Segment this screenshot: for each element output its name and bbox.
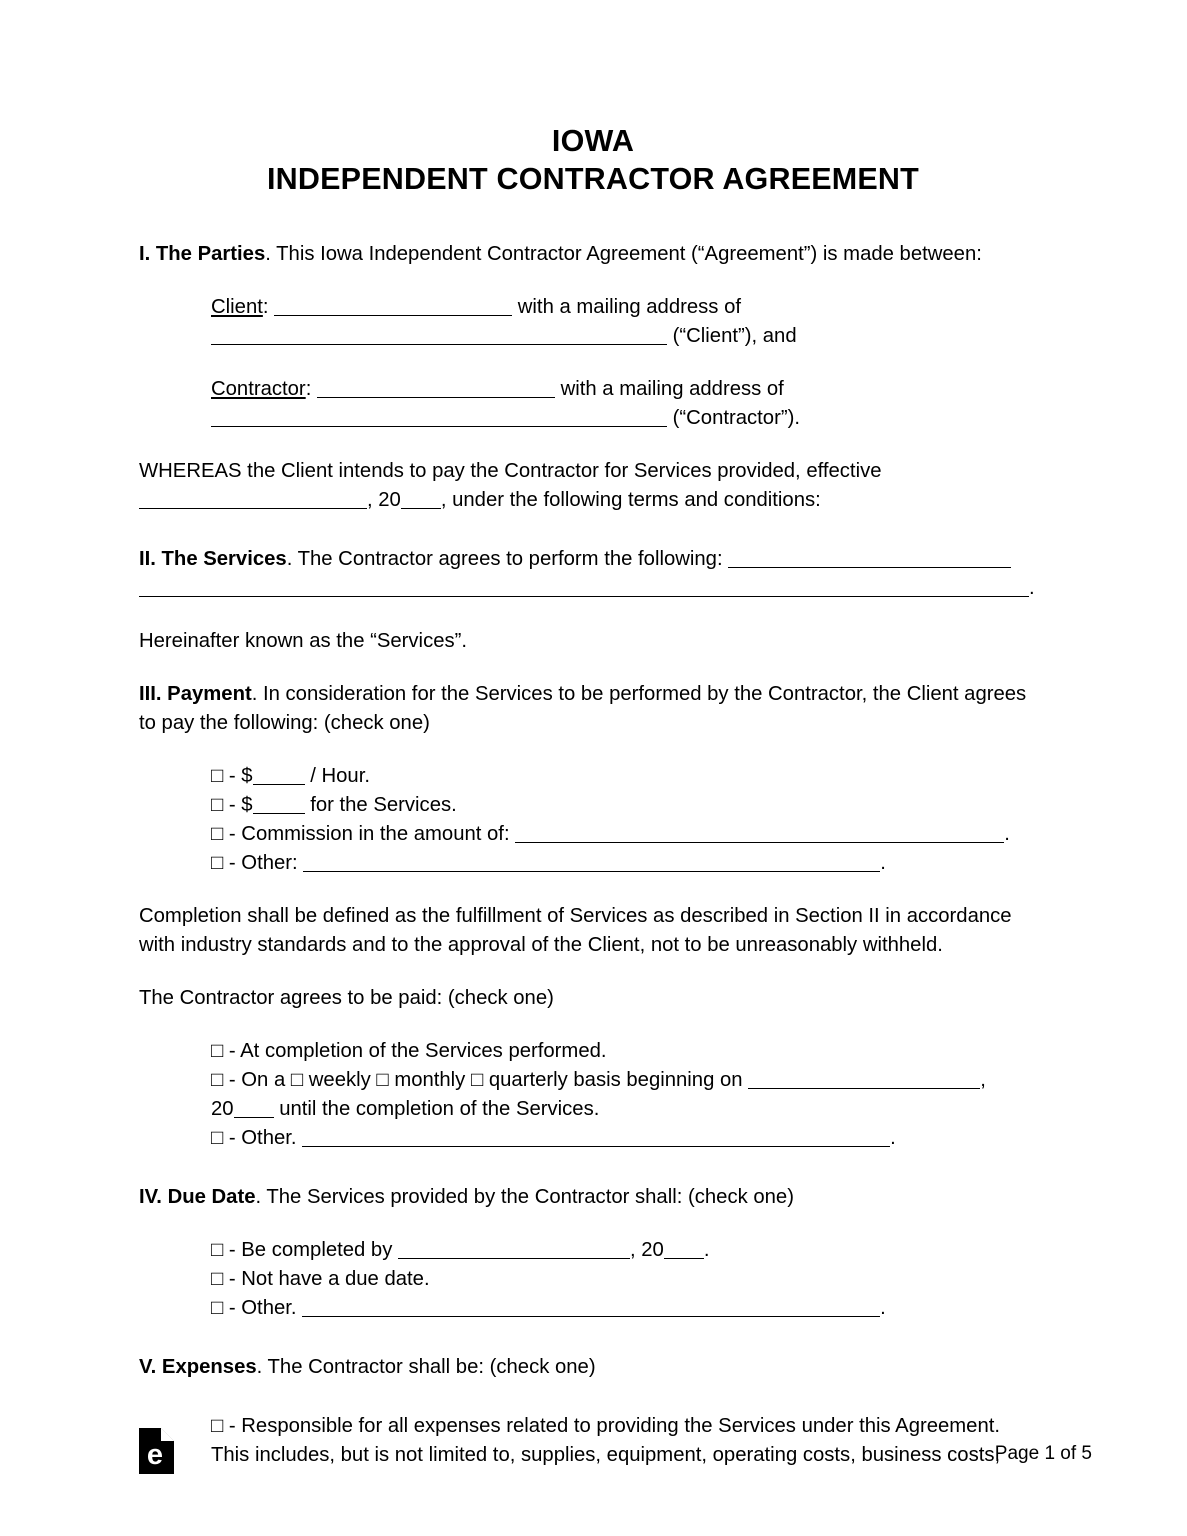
- services-line-2: [139, 574, 1047, 603]
- section-expenses-intro-text: . The Contractor shall be: (check one): [256, 1356, 596, 1378]
- paid-option-weekly-label: weekly: [308, 1069, 371, 1091]
- contractor-name-blank[interactable]: [317, 378, 555, 398]
- paid-option-periodic-line2: [211, 1095, 1047, 1124]
- client-line: [211, 293, 1047, 322]
- paid-option-periodic: [211, 1066, 1047, 1095]
- section-services-intro-text: . The Contractor agrees to perform the following:: [286, 548, 723, 570]
- payment-option-other-dash: -: [228, 852, 236, 874]
- whereas-line-1: [139, 457, 1047, 486]
- section-expenses-intro: [139, 1353, 1047, 1382]
- document-title: [139, 0, 1047, 198]
- title-line-state: IOWA: [551, 124, 635, 158]
- due-date-blank[interactable]: [398, 1239, 630, 1259]
- payment-option-commission-pre: Commission in the amount of:: [241, 823, 510, 845]
- section-payment-intro-text: . In consideration for the Services to be performed by the Contractor, the Client agrees to pay the following: (check one): [139, 683, 1027, 734]
- checkbox-icon[interactable]: □: [211, 1415, 224, 1437]
- checkbox-monthly-icon[interactable]: □: [376, 1069, 389, 1091]
- paid-option-periodic-tail: until the completion of the Services.: [279, 1098, 600, 1120]
- client-address-line: [211, 322, 1047, 351]
- due-date-option-completed-mid: , 20: [630, 1239, 664, 1261]
- page-number-label: Page 1 of 5: [994, 1443, 1092, 1464]
- due-date-option-other: [211, 1294, 1047, 1323]
- services-description-blank-1[interactable]: [728, 548, 1011, 568]
- services-line-1: [139, 545, 1047, 574]
- expenses-option-responsible-line1: - Responsible for all expenses related to providing the Services under this Agreement.: [228, 1415, 1001, 1437]
- checkbox-icon[interactable]: □: [211, 765, 224, 787]
- client-name-blank[interactable]: [274, 296, 512, 316]
- services-period: .: [1029, 577, 1035, 599]
- hourly-rate-blank[interactable]: [253, 765, 305, 785]
- checkbox-quarterly-icon[interactable]: □: [470, 1069, 484, 1091]
- paid-options-list: [211, 1037, 1047, 1153]
- paid-option-other-period: .: [890, 1127, 896, 1149]
- payment-option-other-pre: Other:: [241, 852, 298, 874]
- contractor-block: [211, 375, 1047, 433]
- effective-year-blank[interactable]: [401, 489, 441, 509]
- client-block: [211, 293, 1047, 351]
- paid-option-at-completion-label: - At completion of the Services performed.: [228, 1040, 607, 1062]
- section-services-heading: II. The Services: [139, 548, 287, 570]
- contractor-line: [211, 375, 1047, 404]
- paid-option-at-completion: [211, 1037, 1047, 1066]
- section-expenses-heading: V. Expenses: [139, 1356, 257, 1378]
- flat-fee-blank[interactable]: [253, 794, 305, 814]
- whereas-line-2: [139, 486, 1047, 515]
- services-description-blank-2[interactable]: [139, 577, 1029, 597]
- whereas-text: WHEREAS the Client intends to pay the Contractor for Services provided, effective: [139, 460, 882, 482]
- section-parties-intro-text: . This Iowa Independent Contractor Agreement (“Agreement”) is made between:: [265, 243, 982, 265]
- section-payment-intro: [139, 680, 1047, 738]
- contractor-mailing-text: with a mailing address of: [560, 378, 784, 400]
- checkbox-icon[interactable]: □: [211, 823, 224, 845]
- due-date-other-blank[interactable]: [302, 1297, 880, 1317]
- contractor-address-blank[interactable]: [211, 407, 667, 427]
- section-payment-heading: III. Payment: [139, 683, 252, 705]
- section-due-date-intro: [139, 1183, 1047, 1212]
- payment-option-flat-dash: -: [228, 794, 236, 816]
- checkbox-icon[interactable]: □: [211, 852, 224, 874]
- client-address-blank[interactable]: [211, 325, 667, 345]
- payment-option-other-post: .: [880, 852, 886, 874]
- section-due-date-intro-text: . The Services provided by the Contractor shall: (check one): [255, 1186, 794, 1208]
- expenses-option-responsible-line2: This includes, but is not limited to, supplies, equipment, operating costs, business costs,: [211, 1444, 1001, 1466]
- paid-option-periodic-year: 20: [211, 1098, 234, 1120]
- payment-option-commission: [211, 820, 1047, 849]
- whereas-year-prefix: , 20: [367, 489, 401, 511]
- checkbox-icon[interactable]: □: [211, 1297, 224, 1319]
- paid-option-other: [211, 1124, 1047, 1153]
- payment-option-other: [211, 849, 1047, 878]
- contractor-label: Contractor: [211, 378, 306, 400]
- paid-other-blank[interactable]: [302, 1127, 890, 1147]
- section-parties-intro: [139, 240, 1047, 269]
- checkbox-icon[interactable]: □: [211, 1239, 224, 1261]
- payment-option-flat-pre: $: [241, 794, 253, 816]
- periodic-begin-date-blank[interactable]: [748, 1069, 980, 1089]
- due-date-year-blank[interactable]: [664, 1239, 704, 1259]
- paid-option-monthly-label: monthly: [394, 1069, 466, 1091]
- due-date-option-completed-pre: - Be completed by: [228, 1239, 393, 1261]
- contractor-suffix-text: (“Contractor”).: [672, 407, 800, 429]
- hereinafter-line: Hereinafter known as the “Services”.: [139, 630, 468, 652]
- payment-option-commission-post: .: [1004, 823, 1010, 845]
- payment-option-hourly-post: / Hour.: [310, 765, 370, 787]
- client-mailing-text: with a mailing address of: [517, 296, 741, 318]
- checkbox-icon[interactable]: □: [211, 1127, 224, 1149]
- effective-date-blank[interactable]: [139, 489, 367, 509]
- svg-text:e: e: [146, 1439, 164, 1471]
- checkbox-icon[interactable]: □: [211, 794, 224, 816]
- paid-intro-line: The Contractor agrees to be paid: (check one): [139, 987, 554, 1009]
- paid-option-other-label: - Other.: [228, 1127, 297, 1149]
- payment-other-blank[interactable]: [303, 852, 880, 872]
- paid-option-periodic-comma: ,: [980, 1069, 986, 1091]
- client-suffix-text: (“Client”), and: [672, 325, 797, 347]
- page-footer: [139, 1428, 1092, 1488]
- title-line-main: INDEPENDENT CONTRACTOR AGREEMENT: [266, 162, 919, 196]
- payment-option-hourly-pre: $: [241, 765, 253, 787]
- checkbox-icon[interactable]: □: [211, 1268, 224, 1290]
- payment-option-flat-post: for the Services.: [310, 794, 457, 816]
- payment-option-hourly-dash: -: [228, 765, 236, 787]
- section-due-date-heading: IV. Due Date: [139, 1186, 256, 1208]
- commission-amount-blank[interactable]: [515, 823, 1004, 843]
- completion-definition-paragraph: Completion shall be defined as the fulfillment of Services as described in Section II in accordance with industry standards and to the approval of the Client, not to be unreasonably withheld.: [139, 905, 1012, 956]
- payment-option-commission-dash: -: [228, 823, 236, 845]
- contractor-colon: :: [305, 378, 312, 400]
- section-parties-heading: I. The Parties: [139, 243, 266, 265]
- document-body: [139, 0, 1047, 1470]
- paid-option-quarterly-label: quarterly basis beginning on: [488, 1069, 743, 1091]
- eforms-logo-icon: [139, 1428, 174, 1474]
- due-date-option-none: [211, 1265, 1047, 1294]
- due-date-option-none-label: - Not have a due date.: [228, 1268, 430, 1290]
- client-label: Client: [211, 296, 263, 318]
- checkbox-icon[interactable]: □: [211, 1040, 224, 1062]
- checkbox-icon[interactable]: □: [211, 1069, 224, 1091]
- payment-option-flat: [211, 791, 1047, 820]
- due-date-option-completed-post: .: [703, 1239, 710, 1261]
- paid-option-periodic-prefix: - On a: [228, 1069, 286, 1091]
- due-date-option-other-period: .: [880, 1297, 886, 1319]
- due-date-option-completed-by: [211, 1236, 1047, 1265]
- checkbox-weekly-icon[interactable]: □: [290, 1069, 304, 1091]
- whereas-tail-text: , under the following terms and conditions:: [440, 489, 821, 511]
- payment-options-list: [211, 762, 1047, 878]
- periodic-begin-year-blank[interactable]: [234, 1098, 274, 1118]
- section-services: [139, 545, 1047, 603]
- due-date-option-other-label: - Other.: [228, 1297, 297, 1319]
- contractor-address-line: [211, 404, 1047, 433]
- due-date-options-list: [211, 1236, 1047, 1323]
- client-colon: :: [262, 296, 269, 318]
- payment-option-hourly: [211, 762, 1047, 791]
- whereas-block: [139, 457, 1047, 515]
